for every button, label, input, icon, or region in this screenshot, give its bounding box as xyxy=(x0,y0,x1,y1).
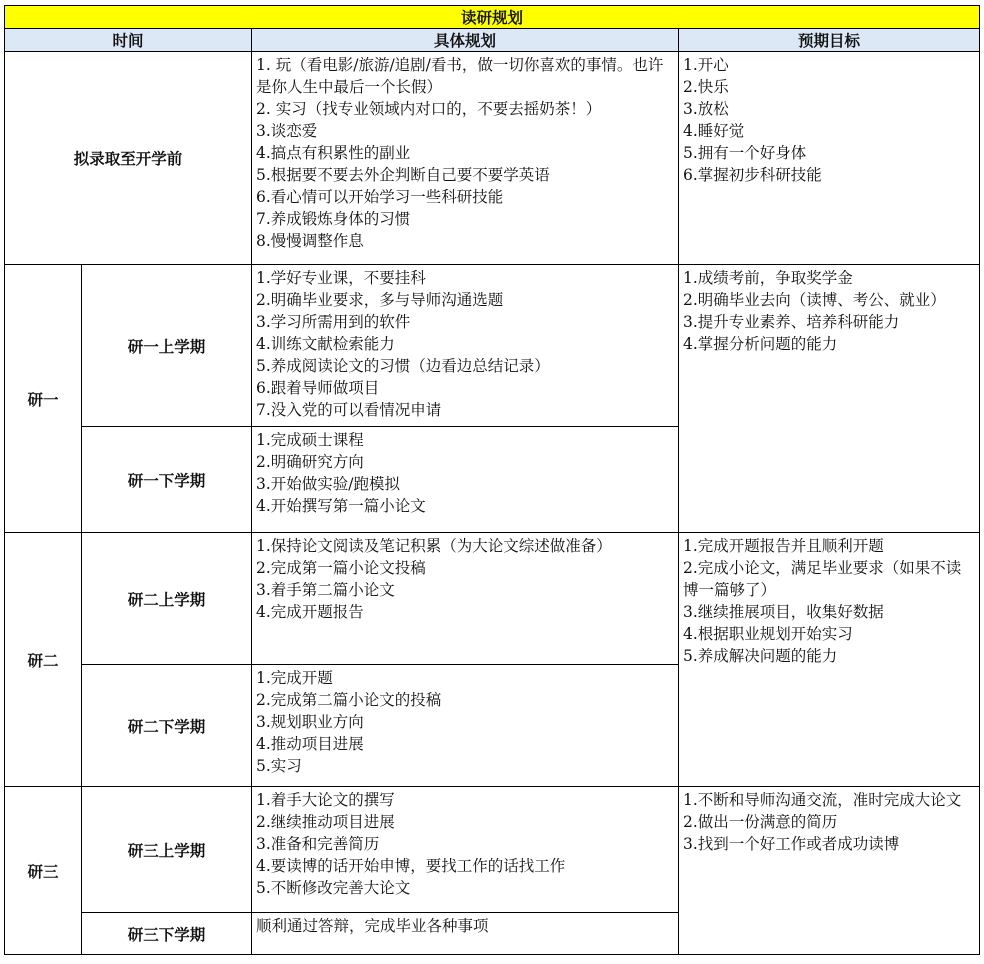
list-item: 3.准备和完善简历 xyxy=(256,835,380,853)
list-item: 4.要读博的话开始申博，要找工作的话找工作 xyxy=(256,857,566,875)
list-item: 4.根据职业规划开始实习 xyxy=(683,625,853,643)
list-item: 1.完成开题 xyxy=(256,669,333,687)
header-goal: 预期目标 xyxy=(679,29,980,52)
plan-table xyxy=(4,5,980,955)
header-row xyxy=(5,29,980,52)
list-item: 7.养成锻炼身体的习惯 xyxy=(256,210,411,228)
goal-y3 xyxy=(679,787,980,955)
list-item: 顺利通过答辩，完成毕业各种事项 xyxy=(256,917,489,935)
plan-sheet xyxy=(4,5,980,955)
semester-label-y1-s1: 研一上学期 xyxy=(82,265,252,427)
plan-y1-s2 xyxy=(252,427,679,533)
list-item: 2.完成第一篇小论文投稿 xyxy=(256,559,426,577)
list-item: 4.推动项目进展 xyxy=(256,735,364,753)
row-pre-enrollment xyxy=(5,52,980,265)
list-item: 4.掌握分析问题的能力 xyxy=(683,335,838,353)
list-item: 3.谈恋爱 xyxy=(256,122,318,140)
list-item: 5.实习 xyxy=(256,757,302,775)
list-item: 3.着手第二篇小论文 xyxy=(256,581,395,599)
plan-y2-s1 xyxy=(252,533,679,665)
year-label-y3: 研三 xyxy=(5,787,82,955)
goal-y1 xyxy=(679,265,980,533)
list-item: 2.完成第二篇小论文的投稿 xyxy=(256,691,442,709)
list-item: 4.睡好觉 xyxy=(683,122,745,140)
period-pre-enrollment: 拟录取至开学前 xyxy=(5,52,252,265)
list-item: 3.提升专业素养、培养科研能力 xyxy=(683,313,900,331)
list-item: 4.训练文献检索能力 xyxy=(256,335,395,353)
list-item: 4.搞点有积累性的副业 xyxy=(256,144,411,162)
list-item: 1.着手大论文的撰写 xyxy=(256,791,395,809)
list-item: 5.根据要不要去外企判断自己要不要学英语 xyxy=(256,166,550,184)
row-y2-s1 xyxy=(5,533,980,665)
list-item: 5.拥有一个好身体 xyxy=(683,144,807,162)
plan-y2-s2 xyxy=(252,665,679,787)
plan-y1-s1 xyxy=(252,265,679,427)
list-item: 5.不断修改完善大论文 xyxy=(256,879,411,897)
list-item: 1.开心 xyxy=(683,56,729,74)
title-row xyxy=(5,6,980,29)
list-item: 5.养成解决问题的能力 xyxy=(683,647,838,665)
list-item: 1.不断和导师沟通交流，准时完成大论文 xyxy=(683,791,962,809)
list-item: 1.完成硕士课程 xyxy=(256,431,364,449)
table-title: 读研规划 xyxy=(5,6,980,29)
list-item: 3.规划职业方向 xyxy=(256,713,364,731)
list-item: 3.找到一个好工作或者成功读博 xyxy=(683,835,900,853)
list-item: 2.明确毕业要求，多与导师沟通选题 xyxy=(256,291,504,309)
list-item: 8.慢慢调整作息 xyxy=(256,232,364,250)
list-item: 2.做出一份满意的简历 xyxy=(683,813,838,831)
year-label-y1: 研一 xyxy=(5,265,82,533)
list-item: 1.成绩考前，争取奖学金 xyxy=(683,269,853,287)
plan-y3-s1 xyxy=(252,787,679,913)
list-item: 6.掌握初步科研技能 xyxy=(683,166,822,184)
list-item: 2.完成小论文，满足毕业要求（如果不读博一篇够了） xyxy=(683,559,962,599)
list-item: 5.养成阅读论文的习惯（边看边总结记录） xyxy=(256,357,550,375)
list-item: 3.继续推展项目，收集好数据 xyxy=(683,603,884,621)
list-item: 3.学习所需用到的软件 xyxy=(256,313,411,331)
list-item: 2.明确毕业去向（读博、考公、就业） xyxy=(683,291,946,309)
list-item: 6.跟着导师做项目 xyxy=(256,379,380,397)
semester-label-y1-s2: 研一下学期 xyxy=(82,427,252,533)
semester-label-y3-s1: 研三上学期 xyxy=(82,787,252,913)
row-y1-s1 xyxy=(5,265,980,427)
list-item: 2.明确研究方向 xyxy=(256,453,364,471)
list-item: 3.放松 xyxy=(683,100,729,118)
list-item: 1.保持论文阅读及笔记积累（为大论文综述做准备） xyxy=(256,537,612,555)
goal-y2 xyxy=(679,533,980,787)
year-label-y2: 研二 xyxy=(5,533,82,787)
goal-pre-enrollment xyxy=(679,52,980,265)
plan-pre-enrollment xyxy=(252,52,679,265)
list-item: 6.看心情可以开始学习一些科研技能 xyxy=(256,188,504,206)
list-item: 1.完成开题报告并且顺利开题 xyxy=(683,537,884,555)
list-item: 1. 玩（看电影/旅游/追剧/看书，做一切你喜欢的事情。也许是你人生中最后一个长假） xyxy=(256,56,664,96)
list-item: 4.完成开题报告 xyxy=(256,603,364,621)
list-item: 7.没入党的可以看情况申请 xyxy=(256,401,442,419)
semester-label-y3-s2: 研三下学期 xyxy=(82,913,252,955)
semester-label-y2-s2: 研二下学期 xyxy=(82,665,252,787)
header-time: 时间 xyxy=(5,29,252,52)
list-item: 2.继续推动项目进展 xyxy=(256,813,395,831)
plan-y3-s2 xyxy=(252,913,679,955)
header-plan: 具体规划 xyxy=(252,29,679,52)
list-item: 2. 实习（找专业领域内对口的，不要去摇奶茶！） xyxy=(256,100,602,118)
list-item: 3.开始做实验/跑模拟 xyxy=(256,475,401,493)
list-item: 1.学好专业课，不要挂科 xyxy=(256,269,426,287)
list-item: 2.快乐 xyxy=(683,78,729,96)
list-item: 4.开始撰写第一篇小论文 xyxy=(256,497,426,515)
row-y3-s1 xyxy=(5,787,980,913)
semester-label-y2-s1: 研二上学期 xyxy=(82,533,252,665)
